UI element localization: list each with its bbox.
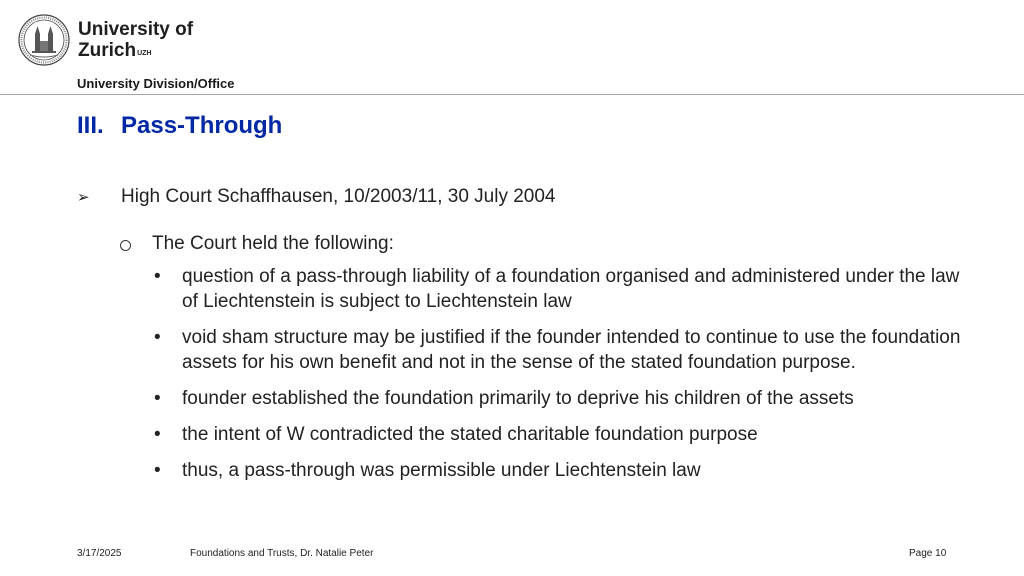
title-text: Pass-Through: [121, 112, 283, 139]
wordmark-uzh: UZH: [137, 50, 152, 57]
dot-bullet-icon: •: [154, 266, 161, 287]
wordmark-line2: [78, 40, 193, 61]
dot-bullet-icon: •: [154, 460, 161, 481]
division-label: University Division/Office: [77, 76, 235, 91]
bullet-list: [77, 264, 977, 483]
main-point-text: High Court Schaffhausen, 10/2003/11, 30 July 2004: [121, 186, 556, 207]
dot-bullet-icon: •: [154, 388, 161, 409]
list-item-text: founder established the foundation primarily to deprive his children of the assets: [182, 388, 854, 409]
university-seal-icon: [18, 14, 70, 66]
dot-bullet-icon: •: [154, 327, 161, 348]
sub-point: [77, 231, 977, 256]
wordmark-zurich: Zurich: [78, 40, 137, 61]
university-wordmark: [78, 19, 193, 61]
list-item: [77, 325, 977, 375]
list-item: [77, 264, 977, 314]
list-item-text: question of a pass-through liability of a foundation organised and administered under the law of Liechtenstein is subject to Liechtenstein law: [182, 266, 960, 312]
university-logo: [18, 14, 193, 66]
main-point: [77, 184, 977, 209]
header-divider: [0, 94, 1024, 95]
dot-bullet-icon: •: [154, 424, 161, 445]
list-item: [77, 386, 977, 411]
sub-point-text: The Court held the following:: [152, 233, 394, 254]
list-item-text: the intent of W contradicted the stated charitable foundation purpose: [182, 424, 758, 445]
slide-content: [77, 184, 977, 494]
footer-date: 3/17/2025: [77, 548, 122, 559]
footer-title: Foundations and Trusts, Dr. Natalie Peter: [190, 548, 374, 559]
slide-title: [77, 112, 282, 140]
page-number: Page 10: [909, 548, 947, 559]
list-item: [77, 422, 977, 447]
list-item-text: void sham structure may be justified if the founder intended to continue to use the foundation assets for his own benefit and not in the sense of the stated foundation purpose.: [182, 327, 961, 373]
wordmark-line1: University of: [78, 19, 194, 40]
list-item: [77, 458, 977, 483]
list-item-text: thus, a pass-through was permissible under Liechtenstein law: [182, 460, 701, 481]
title-number: III.: [77, 112, 104, 139]
arrow-bullet-icon: ➢: [77, 189, 90, 206]
circle-bullet-icon: [120, 240, 131, 251]
